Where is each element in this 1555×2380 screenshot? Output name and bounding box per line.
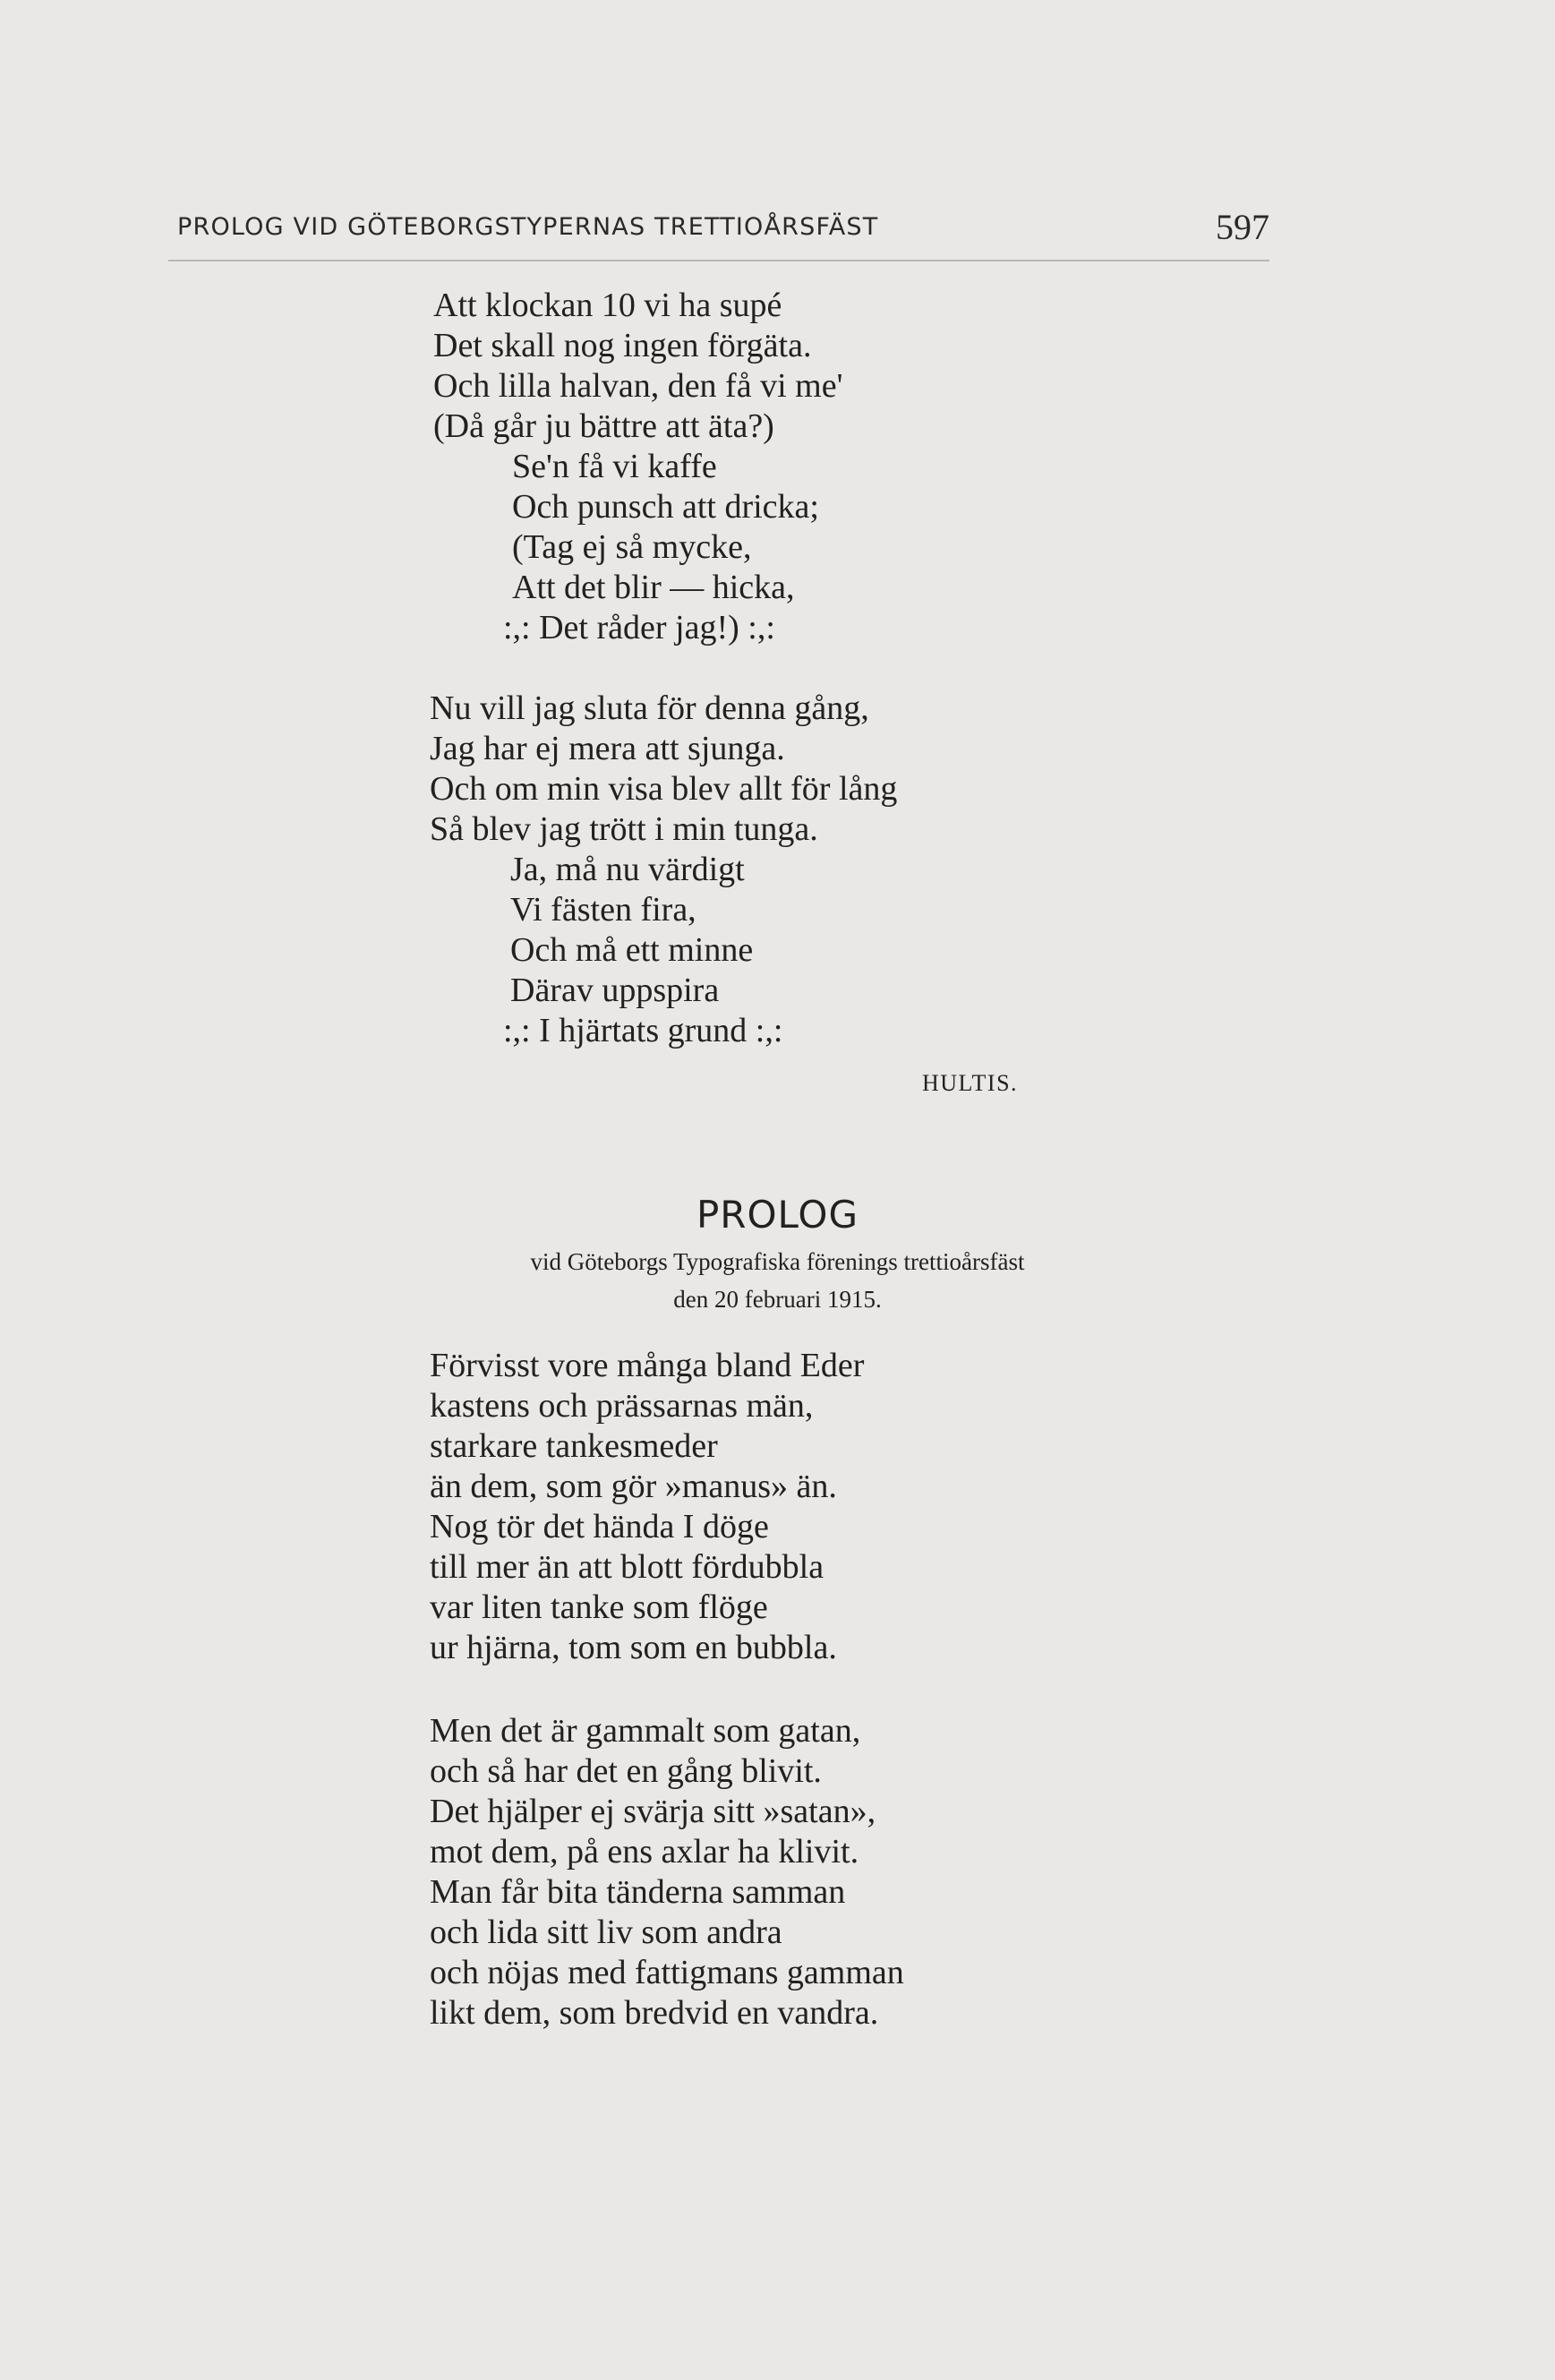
verse-line: Förvisst vore många bland Eder <box>430 1347 865 1384</box>
verse-line: Och må ett minne <box>510 931 754 969</box>
verse-line: (Tag ej så mycke, <box>512 528 752 566</box>
verse-line: Man får bita tänderna samman <box>430 1873 846 1911</box>
section-date: den 20 februari 1915. <box>673 1286 882 1313</box>
verse-line: och nöjas med fattigmans gamman <box>430 1954 904 1991</box>
verse-line: likt dem, som bredvid en vandra. <box>430 1994 879 2032</box>
verse-line: Och punsch att dricka; <box>512 488 819 526</box>
section-title: PROLOG <box>696 1193 859 1237</box>
section-subtitle: vid Göteborgs Typografiska förenings trettioårsfäst <box>530 1248 1025 1275</box>
verse-line: och lida sitt liv som andra <box>430 1913 782 1951</box>
verse-line: Nog tör det hända I döge <box>430 1508 769 1545</box>
verse-line: Att det blir — hicka, <box>512 569 795 606</box>
verse-line: Se'n få vi kaffe <box>512 448 717 485</box>
verse-line: och så har det en gång blivit. <box>430 1752 822 1790</box>
verse-line: Nu vill jag sluta för denna gång, <box>430 689 869 727</box>
verse-line: till mer än att blott fördubbla <box>430 1548 824 1586</box>
verse-line: Det hjälper ej svärja sitt »satan», <box>430 1793 876 1830</box>
verse-line: Så blev jag trött i min tunga. <box>430 810 818 848</box>
verse-line: :,: I hjärtats grund :,: <box>503 1012 783 1049</box>
verse-line: :,: Det råder jag!) :,: <box>503 609 775 646</box>
verse-line: Jag har ej mera att sjunga. <box>430 730 785 767</box>
header-divider <box>168 260 1269 261</box>
page-number: 597 <box>1216 207 1269 247</box>
verse-line: Att klockan 10 vi ha supé <box>433 287 782 324</box>
verse-line: Ja, må nu värdigt <box>510 851 745 888</box>
verse-line: Men det är gammalt som gatan, <box>430 1712 861 1750</box>
verse-line: Vi fästen fira, <box>510 891 696 929</box>
verse-line: mot dem, på ens axlar ha klivit. <box>430 1833 859 1871</box>
verse-line: kastens och prässarnas män, <box>430 1387 814 1425</box>
author-signature: HULTIS. <box>922 1070 1019 1096</box>
verse-line: Och om min visa blev allt för lång <box>430 770 898 808</box>
verse-line: än dem, som gör »manus» än. <box>430 1468 837 1505</box>
verse-line: Och lilla halvan, den få vi me' <box>433 367 843 405</box>
verse-line: (Då går ju bättre att äta?) <box>433 407 774 445</box>
running-header-title: PROLOG VID GÖTEBORGSTYPERNAS TRETTIOÅRSFÄST <box>177 213 879 241</box>
verse-line: starkare tankesmeder <box>430 1427 718 1465</box>
verse-line: Det skall nog ingen förgäta. <box>433 327 812 364</box>
verse-line: ur hjärna, tom som en bubbla. <box>430 1629 837 1666</box>
verse-line: Därav uppspira <box>510 972 720 1009</box>
verse-line: var liten tanke som flöge <box>430 1588 768 1626</box>
